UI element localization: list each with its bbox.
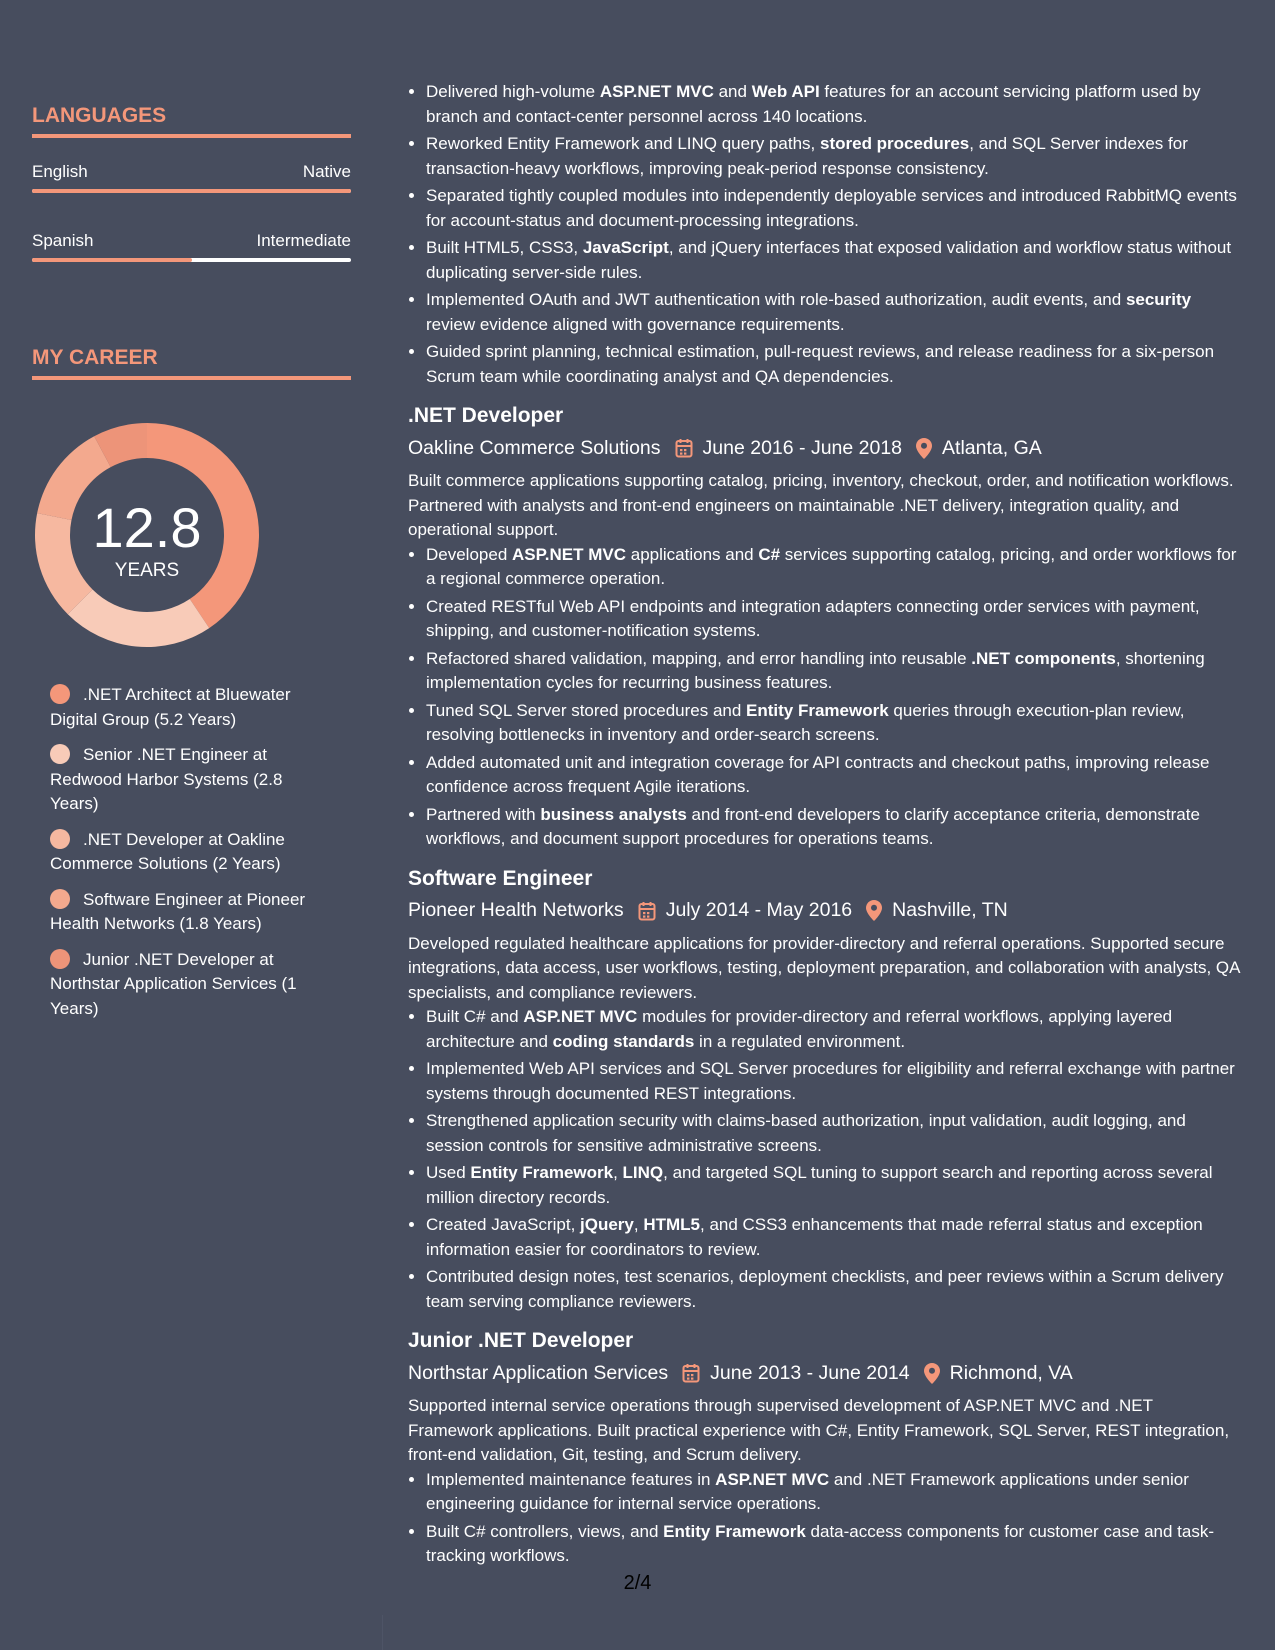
job-meta bbox=[408, 436, 1240, 460]
bullet-item: • Created JavaScript, jQuery, HTML5, and CSS3 enhancements that made referral status and exception information easier for coordinators to review. bbox=[426, 1213, 1240, 1262]
job-location: Nashville, TN bbox=[892, 899, 1008, 921]
legend-label: .NET Developer at Oakline Commerce Solutions (2 Years) bbox=[50, 829, 285, 873]
bullet-item: • Partnered with business analysts and front-end developers to clarify acceptance criteria, demonstrate workflows, and document support procedures for operations teams. bbox=[426, 803, 1240, 852]
career-legend bbox=[50, 683, 335, 1032]
language-level: Native bbox=[302, 162, 351, 181]
legend-dot-icon bbox=[50, 684, 70, 704]
bullet-item: • Tuned SQL Server stored procedures and Entity Framework queries through execution-plan review, resolving bottlenecks in inventory and order-search screens. bbox=[426, 699, 1240, 748]
language-english bbox=[32, 162, 351, 193]
location-pin-icon bbox=[866, 900, 882, 921]
job-company: Pioneer Health Networks bbox=[408, 899, 624, 921]
legend-item bbox=[50, 743, 335, 817]
bullet-item: • Contributed design notes, test scenarios, deployment checklists, and peer reviews within a Scrum delivery team serving compliance reviewers. bbox=[426, 1265, 1240, 1314]
bullet-item: • Used Entity Framework, LINQ, and targeted SQL tuning to support search and reporting across several million directory records. bbox=[426, 1161, 1240, 1210]
languages-title: LANGUAGES bbox=[32, 104, 351, 138]
language-name: English bbox=[32, 162, 88, 181]
career-title: MY CAREER bbox=[32, 346, 351, 380]
job-location: Richmond, VA bbox=[949, 1361, 1073, 1384]
job-location: Atlanta, GA bbox=[942, 436, 1042, 459]
calendar-icon bbox=[675, 438, 693, 458]
job-meta bbox=[408, 899, 1240, 923]
job-title: .NET Developer bbox=[408, 404, 564, 427]
language-proficiency-bar bbox=[32, 258, 351, 262]
language-name: Spanish bbox=[32, 231, 94, 250]
legend-label: Junior .NET Developer at Northstar Application Services (1 Years) bbox=[50, 949, 297, 1018]
bullet-item: • Developed ASP.NET MVC applications and C# services supporting catalog, pricing, and order workflows for a regional commerce operation. bbox=[426, 543, 1240, 592]
bullet-item: • Guided sprint planning, technical estimation, pull-request reviews, and release readiness for a six-person Scrum team while coordinating analyst and QA dependencies. bbox=[426, 340, 1240, 389]
legend-label: .NET Architect at Bluewater Digital Group (5.2 Years) bbox=[50, 685, 291, 729]
legend-dot-icon bbox=[50, 744, 70, 764]
legend-item bbox=[50, 683, 335, 732]
career-total-unit: YEARS bbox=[114, 560, 180, 581]
legend-dot-icon bbox=[50, 889, 70, 909]
bullet-item: • Created RESTful Web API endpoints and integration adapters connecting order services with payment, shipping, and customer-notification systems. bbox=[426, 595, 1240, 644]
bullet-item: • Implemented Web API services and SQL Server procedures for eligibility and referral exchange with partner systems through documented REST integrations. bbox=[426, 1057, 1240, 1106]
job-entry bbox=[408, 866, 1240, 1315]
bullet-item: • Reworked Entity Framework and LINQ query paths, stored procedures, and SQL Server indexes for transaction-heavy workflows, improving peak-period response consistency. bbox=[426, 132, 1240, 181]
language-proficiency-fill bbox=[32, 189, 351, 193]
job-bullets bbox=[408, 1468, 1240, 1569]
bullet-item: • Implemented OAuth and JWT authentication with role-based authorization, audit events, and security review evidence aligned with governance requirements. bbox=[426, 288, 1240, 337]
column-divider bbox=[382, 1615, 383, 1650]
job-summary: Developed regulated healthcare applications for provider-directory and referral operations. Supported secure integrations, data access, user workflows, testing, deployment preparation, and collaboration with analysts, QA specialists, and compliance reviewers. bbox=[408, 933, 1240, 1002]
bullet-item: • Separated tightly coupled modules into independently deployable services and introduced RabbitMQ events for account-status and document-processing integrations. bbox=[426, 184, 1240, 233]
language-proficiency-bar bbox=[32, 189, 351, 193]
location-pin-icon bbox=[924, 1363, 940, 1384]
job-meta bbox=[408, 1361, 1240, 1385]
bullet-item: • Added automated unit and integration coverage for API contracts and checkout paths, improving release confidence across frequent Agile iterations. bbox=[426, 751, 1240, 800]
legend-item bbox=[50, 888, 335, 937]
bullet-item: • Refactored shared validation, mapping, and error handling into reusable .NET components, shortening implementation cycles for recurring business features. bbox=[426, 647, 1240, 696]
job-summary: Built commerce applications supporting catalog, pricing, inventory, checkout, order, and notification workflows. Partnered with analysts and front-end engineers on maintainable .NET delivery, integration quality, and operational support. bbox=[408, 471, 1234, 539]
bullet-item: • Delivered high-volume ASP.NET MVC and Web API features for an account servicing platform used by branch and contact-center personnel across 140 locations. bbox=[426, 80, 1240, 129]
career-donut-svg bbox=[32, 420, 262, 650]
job-dates: June 2013 - June 2014 bbox=[710, 1361, 910, 1384]
legend-label: Senior .NET Engineer at Redwood Harbor Systems (2.8 Years) bbox=[50, 745, 283, 813]
job-dates: July 2014 - May 2016 bbox=[665, 899, 853, 921]
experience-column bbox=[408, 0, 1240, 1572]
calendar-icon bbox=[682, 1363, 700, 1383]
language-spanish bbox=[32, 231, 351, 262]
career-total-value: 12.8 bbox=[92, 496, 202, 559]
page-number: 2/4 bbox=[623, 1572, 652, 1594]
bullet-item: • Built C# controllers, views, and Entity Framework data-access components for customer case and task-tracking workflows. bbox=[426, 1520, 1240, 1569]
bullet-item: • Strengthened application security with claims-based authorization, input validation, audit logging, and session controls for sensitive administrative screens. bbox=[426, 1109, 1240, 1158]
legend-label: Software Engineer at Pioneer Health Networks (1.8 Years) bbox=[50, 889, 306, 933]
job-title: Junior .NET Developer bbox=[408, 1329, 634, 1352]
job-entry bbox=[408, 403, 1240, 852]
job-bullets bbox=[408, 1005, 1240, 1314]
job-bullets bbox=[408, 543, 1240, 852]
location-pin-icon bbox=[916, 438, 932, 459]
job-company: Northstar Application Services bbox=[408, 1361, 669, 1384]
bullet-item: • Built HTML5, CSS3, JavaScript, and jQuery interfaces that exposed validation and workflow status without duplicating server-side rules. bbox=[426, 236, 1240, 285]
calendar-icon bbox=[638, 901, 656, 921]
legend-dot-icon bbox=[50, 949, 70, 969]
legend-item bbox=[50, 828, 335, 877]
legend-dot-icon bbox=[50, 829, 70, 849]
job-title: Software Engineer bbox=[408, 866, 593, 890]
language-level: Intermediate bbox=[256, 231, 351, 250]
previous-job-bullets bbox=[408, 80, 1240, 389]
donut-segment-1 bbox=[68, 589, 209, 647]
job-summary: Supported internal service operations through supervised development of ASP.NET MVC and .NET Framework applications. Built practical experience with C#, Entity Framework, SQL Server, REST integration, front-end validation, Git, testing, and Scrum delivery. bbox=[408, 1396, 1230, 1464]
career-donut-chart bbox=[32, 420, 262, 650]
bullet-item: • Implemented maintenance features in ASP.NET MVC and .NET Framework applications under senior engineering guidance for internal service operations. bbox=[426, 1468, 1240, 1517]
job-company: Oakline Commerce Solutions bbox=[408, 436, 661, 459]
job-dates: June 2016 - June 2018 bbox=[702, 436, 903, 459]
bullet-item: • Built C# and ASP.NET MVC modules for provider-directory and referral workflows, applying layered architecture and coding standards in a regulated environment. bbox=[426, 1005, 1240, 1054]
language-proficiency-fill bbox=[32, 258, 192, 262]
job-entry bbox=[408, 1328, 1240, 1569]
legend-item bbox=[50, 948, 335, 1022]
